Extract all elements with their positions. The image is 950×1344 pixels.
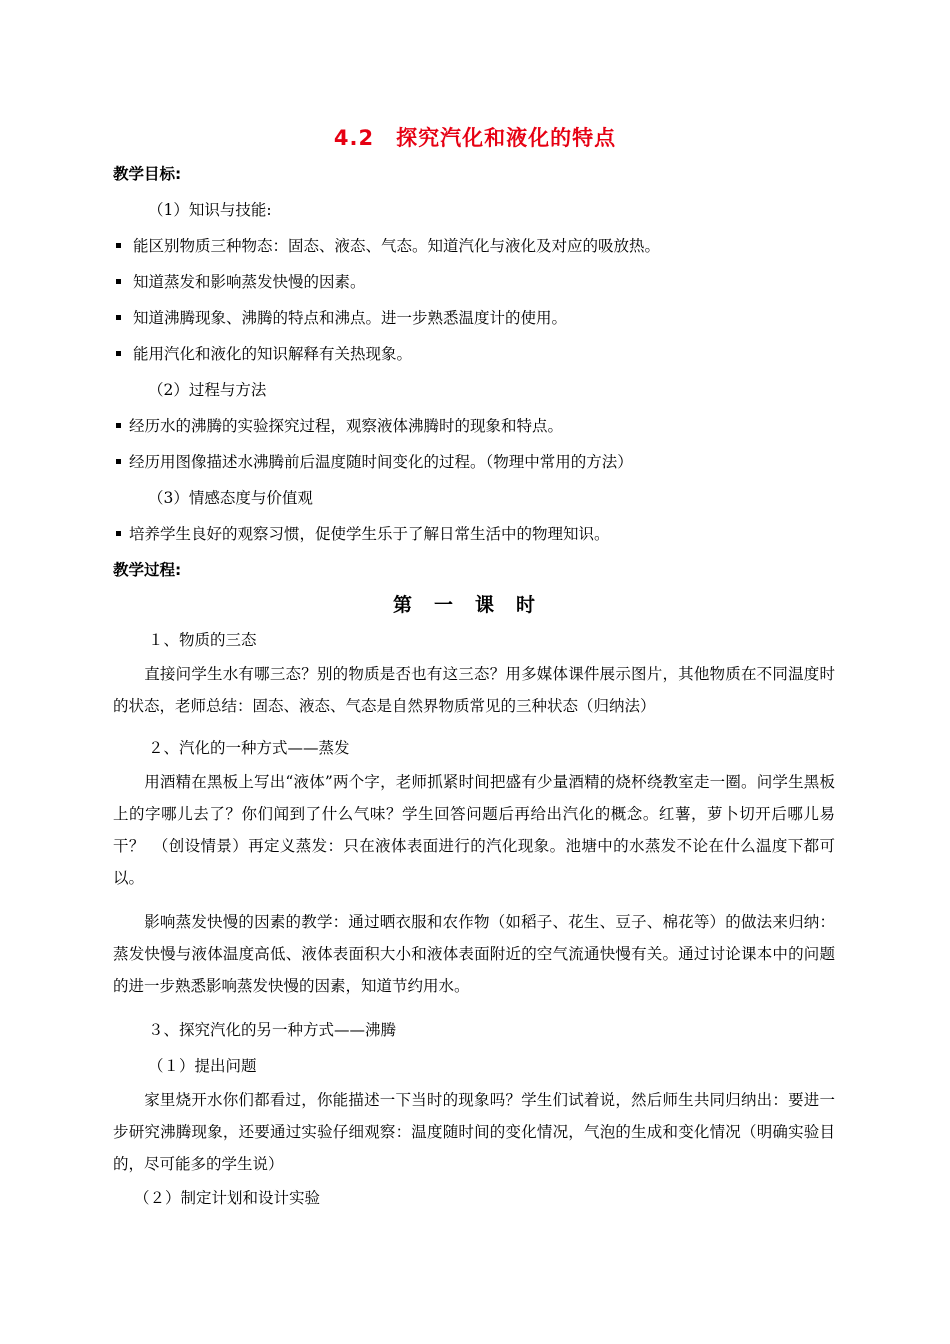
bullet-icon: [116, 279, 121, 284]
bullet-item: 培养学生良好的观察习惯，促使学生乐于了解日常生活中的物理知识。: [116, 524, 610, 544]
section-heading: ３、探究汽化的另一种方式——沸腾: [148, 1021, 397, 1039]
goals-heading: 教学目标:: [113, 165, 182, 183]
paragraph: 影响蒸发快慢的因素的教学：通过晒衣服和农作物（如稻子、花生、豆子、棉花等）的做法来归纳：蒸发快慢与液体温度高低、液体表面积大小和液体表面附近的空气流通快慢有关。通过讨论课本中的问题的进一步熟悉影响蒸发快慢的因素，知道节约用水。: [113, 913, 835, 995]
subheading-attitude: （3）情感态度与价值观: [148, 489, 313, 507]
bullet-item: 经历用图像描述水沸腾前后温度随时间变化的过程。（物理中常用的方法）: [116, 452, 633, 472]
bullet-icon: [116, 531, 121, 536]
subsection-heading: （２）制定计划和设计实验: [134, 1189, 321, 1207]
bullet-icon: [116, 315, 121, 320]
section-heading: ２、汽化的一种方式——蒸发: [148, 739, 350, 757]
bullet-item: 知道沸腾现象、沸腾的特点和沸点。进一步熟悉温度计的使用。: [116, 308, 567, 328]
subheading-knowledge: （1）知识与技能:: [148, 201, 272, 219]
bullet-icon: [116, 459, 121, 464]
bullet-icon: [116, 243, 121, 248]
document-title: 4.2 探究汽化和液化的特点: [333, 126, 617, 150]
paragraph: 直接问学生水有哪三态？别的物质是否也有这三态？用多媒体课件展示图片，其他物质在不同温度时的状态，老师总结：固态、液态、气态是自然界物质常见的三种状态（归纳法）: [113, 665, 835, 715]
bullet-item: 能用汽化和液化的知识解释有关热现象。: [116, 344, 412, 364]
bullet-item: 能区别物质三种物态：固态、液态、气态。知道汽化与液化及对应的吸放热。: [116, 236, 660, 256]
bullet-icon: [116, 351, 121, 356]
subheading-process: （2）过程与方法: [148, 381, 267, 399]
paragraph: 家里烧开水你们都看过，你能描述一下当时的现象吗？学生们试着说，然后师生共同归纳出：要进一步研究沸腾现象，还要通过实验仔细观察：温度随时间的变化情况，气泡的生成和变化情况（明确实验目的，尽可能多的学生说）: [113, 1091, 835, 1173]
bullet-item: 知道蒸发和影响蒸发快慢的因素。: [116, 272, 366, 292]
process-heading: 教学过程:: [113, 561, 182, 579]
subsection-heading: （１）提出问题: [148, 1057, 257, 1075]
paragraph: 用酒精在黑板上写出“液体”两个字，老师抓紧时间把盛有少量酒精的烧杯绕教室走一圈。问学生黑板上的字哪儿去了？你们闻到了什么气味？学生回答问题后再给出汽化的概念。红薯，萝卜切开后哪儿易干？ （创设情景）再定义蒸发：只在液体表面进行的汽化现象。池塘中的水蒸发不论在什么温度下都可以。: [113, 773, 835, 887]
lesson-heading: 第一课时: [392, 594, 557, 616]
bullet-icon: [116, 423, 121, 428]
bullet-item: 经历水的沸腾的实验探究过程，观察液体沸腾时的现象和特点。: [116, 416, 563, 436]
section-heading: １、物质的三态: [148, 631, 257, 649]
